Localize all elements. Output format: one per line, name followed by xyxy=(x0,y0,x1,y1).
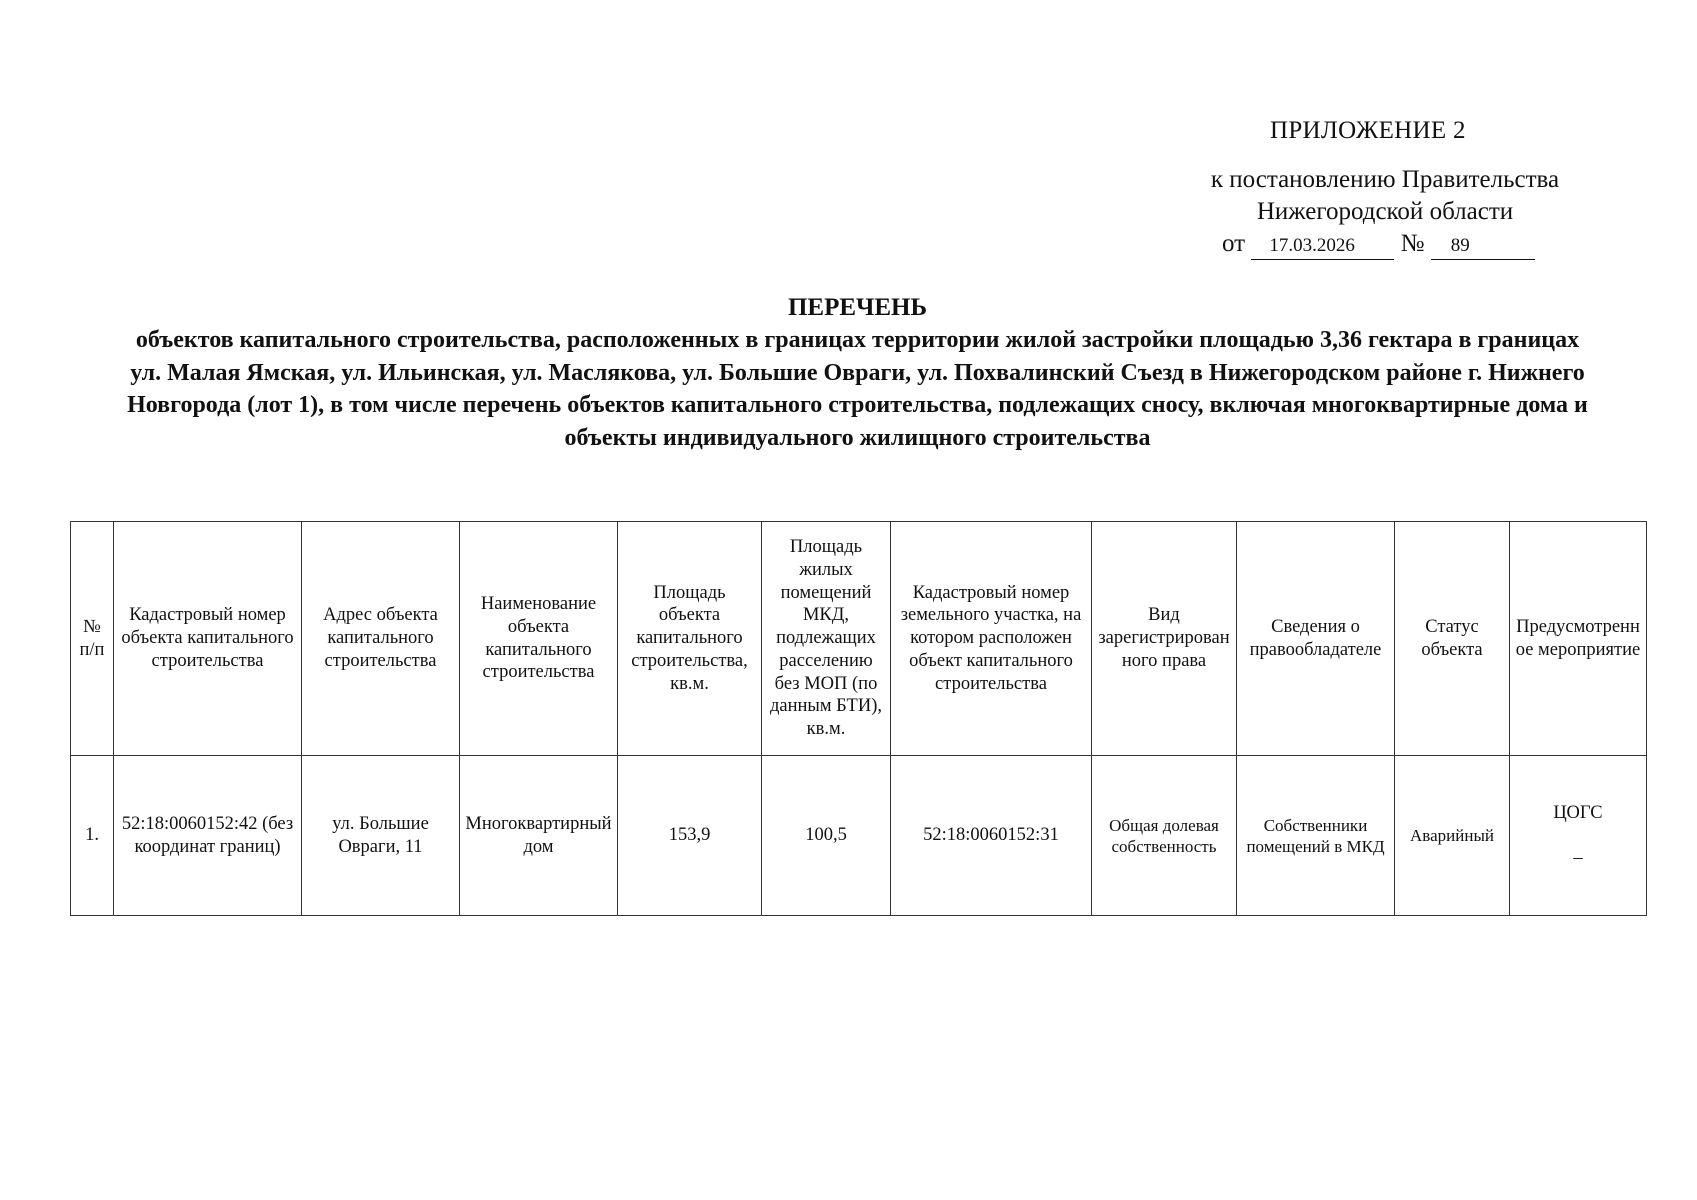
cell-area-living: 100,5 xyxy=(762,756,891,916)
column-header-right-type: Вид зарегистрированного права xyxy=(1092,522,1237,756)
column-header-cadastral-land: Кадастровый номер земельного участка, на котором расположен объект капитального строительства xyxy=(891,522,1092,756)
cell-measure-dash: – xyxy=(1573,847,1583,868)
date-prefix: от xyxy=(1222,230,1246,257)
column-header-cadastral-object: Кадастровый номер объекта капитального строительства xyxy=(114,522,302,756)
objects-table xyxy=(70,521,1647,916)
cell-owner: Собственники помещений в МКД xyxy=(1237,756,1395,916)
appendix-reference-line-1: к постановлению Правительства xyxy=(1210,166,1560,193)
resolution-date: 17.03.2026 xyxy=(1251,233,1394,260)
cell-name: Многоквартирный дом xyxy=(460,756,618,916)
cell-number: 1. xyxy=(71,756,114,916)
resolution-number: 89 xyxy=(1431,233,1535,260)
cell-cadastral-object: 52:18:0060152:42 (без координат границ) xyxy=(114,756,302,916)
appendix-reference xyxy=(1175,164,1595,228)
column-header-name: Наименование объекта капитального строительства xyxy=(460,522,618,756)
document-subtitle: объектов капитального строительства, расположенных в границах территории жилой застройки площадью 3,36 гектара в границах ул. Малая Ямская, ул. Ильинская, ул. Маслякова, ул. Большие Овраги, ул. Похвалинский Съезд в Нижегородском районе г. Нижнего Новгорода (лот 1), в том числе перечень объектов капитального строительства, подлежащих сносу, включая многоквартирные дома и объекты индивидуального жилищного строительства xyxy=(127,327,1588,451)
column-header-owner: Сведения о правообладателе xyxy=(1237,522,1395,756)
column-header-measure: Предусмотренное мероприятие xyxy=(1510,522,1647,756)
appendix-reference-line-2: Нижегородской области xyxy=(1256,198,1514,225)
cell-status: Аварийный xyxy=(1395,756,1510,916)
cell-cadastral-land: 52:18:0060152:31 xyxy=(891,756,1092,916)
cell-address: ул. Большие Овраги, 11 xyxy=(302,756,460,916)
column-header-area-living: Площадь жилых помещений МКД, подлежащих расселению без МОП (по данным БТИ), кв.м. xyxy=(762,522,891,756)
resolution-date-number xyxy=(1222,228,1535,260)
table-row xyxy=(71,756,1647,916)
cell-measure-label: ЦОГС xyxy=(1553,802,1603,823)
document-heading xyxy=(100,292,1615,454)
number-sign: № xyxy=(1400,230,1425,257)
column-header-status: Статус объекта xyxy=(1395,522,1510,756)
column-header-number: № п/п xyxy=(71,522,114,756)
table-header-row xyxy=(71,522,1647,756)
cell-area-object: 153,9 xyxy=(618,756,762,916)
cell-measure xyxy=(1510,756,1647,916)
column-header-area-object: Площадь объекта капитального строительства, кв.м. xyxy=(618,522,762,756)
appendix-title: ПРИЛОЖЕНИЕ 2 xyxy=(1270,117,1466,144)
column-header-address: Адрес объекта капитального строительства xyxy=(302,522,460,756)
document-title: ПЕРЕЧЕНЬ xyxy=(787,294,928,321)
cell-right-type: Общая долевая собственность xyxy=(1092,756,1237,916)
